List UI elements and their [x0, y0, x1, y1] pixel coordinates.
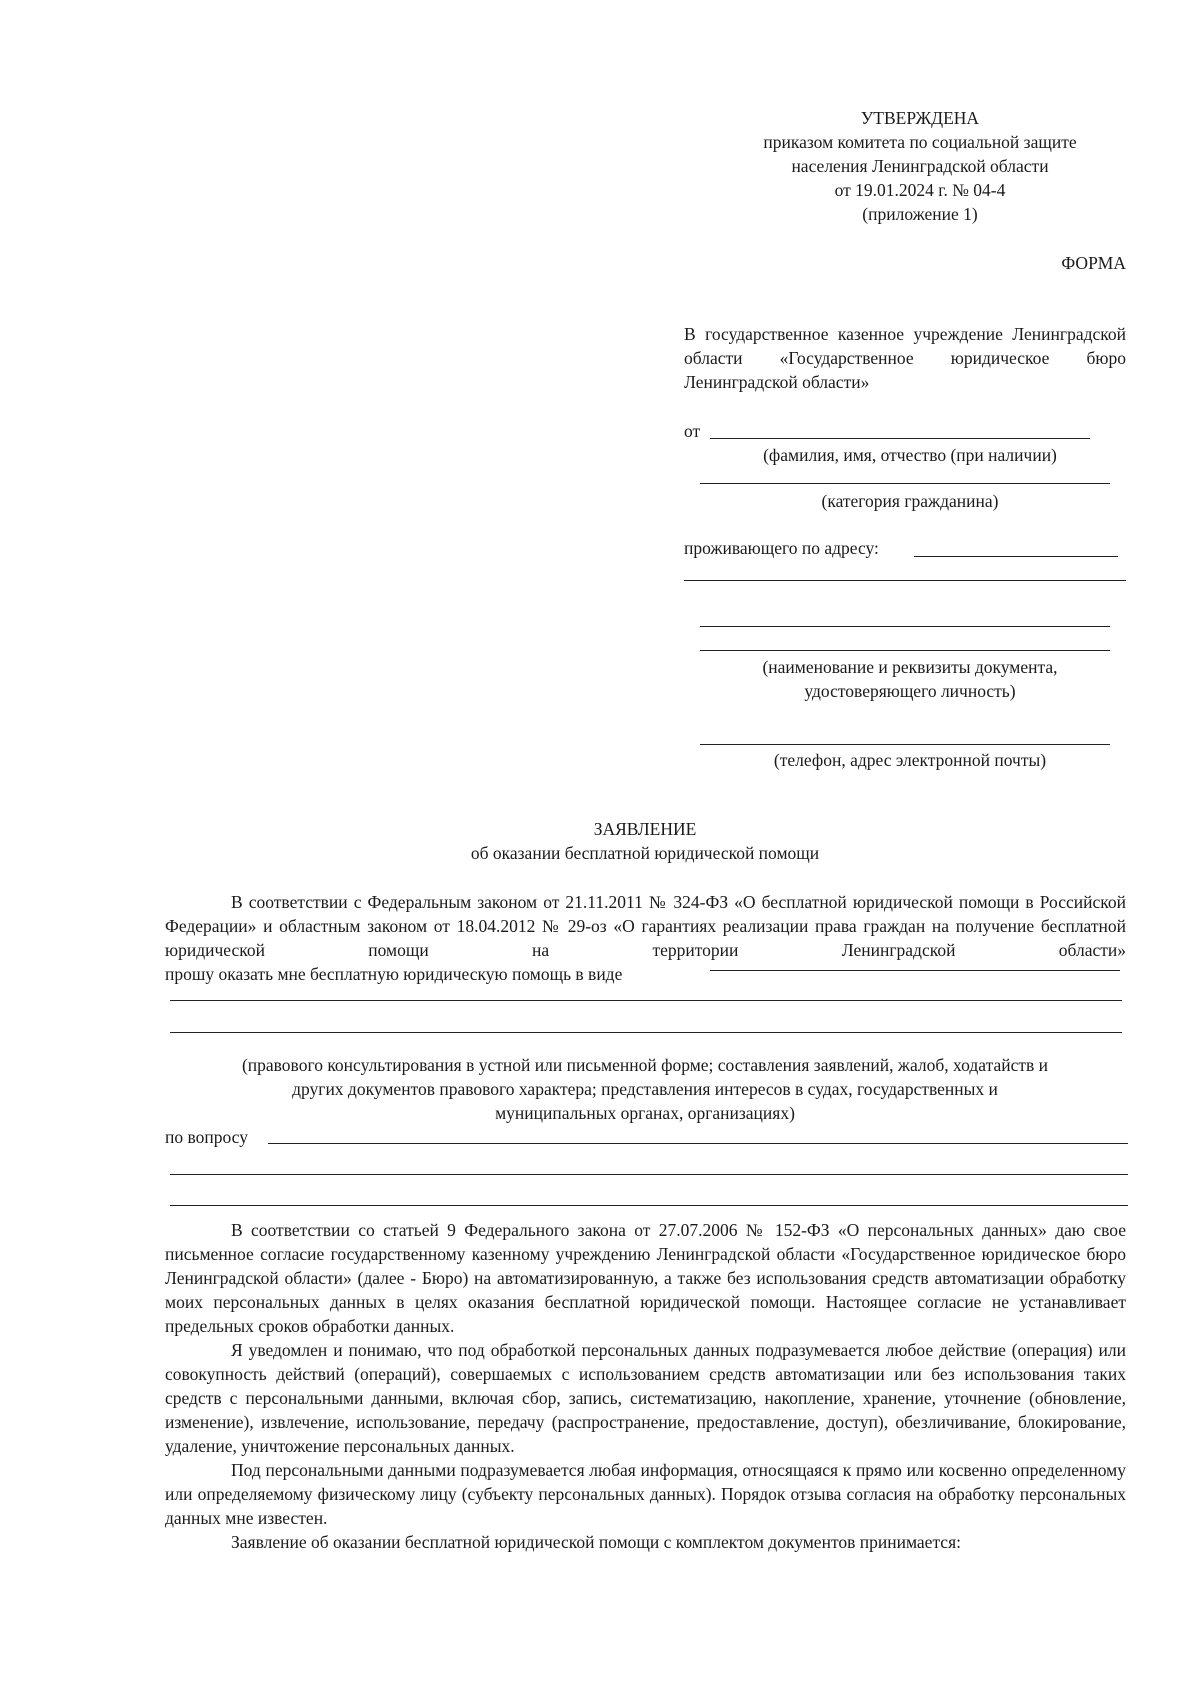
approval-line-2: населения Ленинградской области	[791, 156, 1049, 176]
question-field-1[interactable]	[268, 1143, 1128, 1144]
help-type-field-2[interactable]	[170, 1000, 1122, 1001]
from-label: от	[684, 421, 701, 441]
approval-line-4: (приложение 1)	[862, 204, 978, 224]
address-label: проживающего по адресу:	[684, 538, 879, 558]
fio-field[interactable]	[710, 438, 1090, 439]
caption-fio: (фамилия, имя, отчество (при наличии)	[763, 445, 1057, 465]
statement-title-block	[165, 817, 1125, 865]
approval-line-1: приказом комитета по социальной защите	[763, 132, 1077, 152]
help-caption-line-3: муниципальных органах, организациях)	[495, 1103, 795, 1123]
help-type-caption	[150, 1053, 1140, 1125]
caption-document	[700, 655, 1120, 703]
approval-line-3: от 19.01.2024 г. № 04-4	[834, 180, 1006, 200]
caption-contacts: (телефон, адрес электронной почты)	[773, 750, 1047, 770]
addressee-text: В государственное казенное учреждение Ленинградской области «Государственное юридическое бюро Ленинградской области»	[684, 324, 1126, 392]
paragraph-request-text: В соответствии с Федеральным законом от 21.11.2011 № 324-ФЗ «О бесплатной юридической помощи в Российской Федерации» и областным законом от 18.04.2012 № 29-оз «О гарантиях реализации права граждан на получение бесплатной юридической помощи на территории Ленинградской области»	[165, 892, 1126, 960]
address-field-2[interactable]	[684, 580, 1126, 581]
statement-subtitle: об оказании бесплатной юридической помощи	[470, 843, 820, 863]
approval-block	[700, 106, 1140, 226]
address-field-1[interactable]	[914, 556, 1118, 557]
help-caption-line-1: (правового консультирования в устной или письменной форме; составления заявлений, жалоб, ходатайств и	[241, 1055, 1049, 1075]
caption-document-line-2: удостоверяющего личность)	[804, 681, 1016, 701]
paragraph-personal-data: Под персональными данными подразумевается любая информация, относящаяся к прямо или косвенно определенному или определяемому физическому лицу (субъекту персональных данных). Порядок отзыва согласия на обработку персональных данных мне известен.	[165, 1460, 1126, 1528]
question-field-2[interactable]	[170, 1174, 1128, 1175]
consent-section	[165, 1218, 1126, 1554]
paragraph-acceptance: Заявление об оказании бесплатной юридической помощи с комплектом документов принимается:	[231, 1532, 961, 1552]
paragraph-processing: Я уведомлен и понимаю, что под обработкой персональных данных подразумевается любое действие (операция) или совокупность действий (операций), совершаемых с использованием средств автоматизации или без использования таких средств с персональными данными, включая сбор, запись, систематизацию, накопление, хранение, уточнение (обновление, изменение), извлечение, использование, передачу (распространение, предоставление, доступ), обезличивание, блокирование, удаление, уничтожение персональных данных.	[165, 1340, 1126, 1456]
document-field-2[interactable]	[700, 650, 1110, 651]
category-field[interactable]	[700, 483, 1110, 484]
paragraph-request	[165, 890, 1126, 986]
caption-document-line-1: (наименование и реквизиты документа,	[762, 657, 1058, 677]
question-field-3[interactable]	[170, 1205, 1128, 1206]
approval-title: УТВЕРЖДЕНА	[860, 108, 980, 128]
statement-title: ЗАЯВЛЕНИЕ	[593, 819, 697, 839]
document-field-1[interactable]	[700, 626, 1110, 627]
caption-category: (категория гражданина)	[821, 491, 999, 511]
help-caption-line-2: других документов правового характера; представления интересов в судах, государственных и	[292, 1079, 998, 1099]
question-label: по вопросу	[165, 1127, 248, 1147]
paragraph-consent: В соответствии со статьей 9 Федерального закона от 27.07.2006 № 152-ФЗ «О персональных данных» даю свое письменное согласие государственному казенному учреждению Ленинградской области «Государственное юридическое бюро Ленинградской области» (далее - Бюро) на автоматизированную, а также без использования средств автоматизации обработку моих персональных данных в целях оказания бесплатной юридической помощи. Настоящее согласие не устанавливает предельных сроков обработки данных.	[165, 1220, 1126, 1336]
contacts-field[interactable]	[700, 744, 1110, 745]
request-line	[165, 962, 1126, 986]
request-label: прошу оказать мне бесплатную юридическую помощь в виде	[165, 964, 623, 984]
form-label: ФОРМА	[1061, 253, 1126, 273]
help-type-field-3[interactable]	[170, 1032, 1122, 1033]
help-type-field-1[interactable]	[710, 970, 1120, 971]
